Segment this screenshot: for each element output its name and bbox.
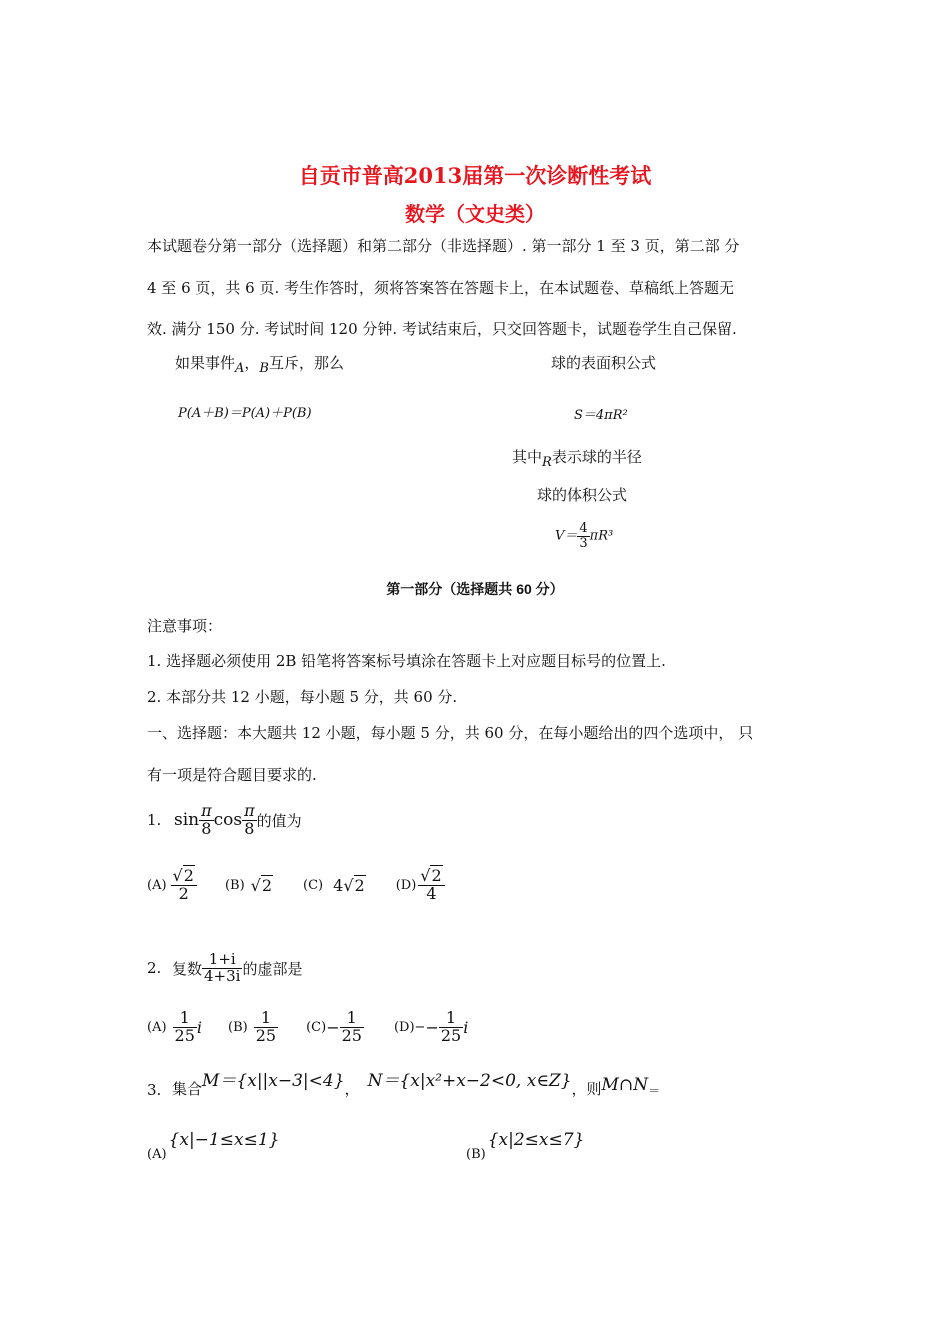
question-number: 2. bbox=[147, 959, 162, 977]
minus-sign: − bbox=[425, 1017, 439, 1037]
question-text: 的虚部是 bbox=[242, 959, 303, 978]
fraction-denominator: 25 bbox=[440, 1025, 462, 1045]
fraction-numerator: 1 bbox=[173, 1010, 197, 1028]
equals-sign: ＝ bbox=[648, 1084, 661, 1098]
radicand: 2 bbox=[354, 875, 365, 895]
cos-function: cos bbox=[213, 810, 243, 830]
formula-part: πR³ bbox=[589, 528, 614, 544]
sin-function: sin bbox=[174, 810, 200, 830]
imaginary-unit: i bbox=[463, 1017, 469, 1037]
question-text: 集合 bbox=[172, 1080, 203, 1098]
instruction-line-2: 有一项是符合题目要求的. bbox=[147, 766, 317, 784]
question-2 bbox=[147, 943, 302, 993]
intro-line-3: 效. 满分 150 分. 考试时间 120 分钟. 考试结束后，只交回答题卡，试题卷学生自己保留. bbox=[147, 320, 737, 338]
sphere-area-label: 球的表面积公式 bbox=[551, 354, 657, 372]
option-label-a: (A) bbox=[147, 1019, 167, 1035]
option-label-c: (C) bbox=[303, 877, 324, 893]
var-a: A bbox=[235, 361, 245, 376]
sphere-area-formula: S＝4πR² bbox=[574, 408, 628, 423]
question-number: 1. bbox=[147, 811, 162, 829]
probability-addition-formula: P(A＋B)＝P(A)＋P(B) bbox=[178, 406, 312, 421]
sphere-volume-formula bbox=[555, 522, 613, 550]
fraction-denominator: 3 bbox=[579, 535, 588, 551]
formula-text: 如果事件 bbox=[175, 354, 236, 372]
question-text: ，则 bbox=[571, 1080, 602, 1098]
option-label-b: (B) bbox=[466, 1147, 486, 1162]
fraction-denominator: 4 bbox=[426, 883, 437, 903]
radicand: 2 bbox=[431, 865, 442, 885]
question-1-options: (A) $\frac{√2}{2}$ (B) √2 (C) 4 √2 (D) $\frac{√2}{4}$ bbox=[147, 860, 445, 910]
option-label-a: (A) bbox=[147, 877, 167, 893]
minus-sign: − bbox=[414, 1019, 426, 1035]
fraction-numerator: π bbox=[244, 800, 255, 820]
question-3-option-a bbox=[147, 1122, 279, 1162]
fraction-denominator: 2 bbox=[178, 883, 189, 903]
sphere-volume-label: 球的体积公式 bbox=[537, 486, 628, 504]
option-a-set: {x|−1≤x≤1} bbox=[168, 1130, 280, 1150]
fraction-denominator: 25 bbox=[255, 1025, 277, 1045]
option-label-d: (D) bbox=[393, 1019, 415, 1035]
minus-sign: − bbox=[326, 1017, 340, 1037]
formula-text: 其中 bbox=[512, 448, 543, 466]
option-b-set: {x|2≤x≤7} bbox=[487, 1130, 585, 1150]
fraction-denominator: 4+3i bbox=[204, 966, 241, 985]
radius-note bbox=[512, 446, 642, 470]
imaginary-unit: i bbox=[196, 1017, 203, 1037]
option-label-c: (C) bbox=[306, 1019, 327, 1035]
intro-line-2: 4 至 6 页，共 6 页. 考生作答时，须将答案答在答题卡上，在本试题卷、草稿纸上答题无 bbox=[147, 279, 735, 297]
fraction-denominator: 25 bbox=[174, 1025, 195, 1045]
exam-subtitle: 数学（文史类） bbox=[405, 202, 545, 226]
note-2: 2. 本部分共 12 小题，每小题 5 分，共 60 分. bbox=[147, 688, 458, 706]
formula-text: 表示球的半径 bbox=[551, 448, 642, 466]
option-label-b: (B) bbox=[228, 1019, 248, 1035]
question-text: 的值为 bbox=[256, 811, 302, 830]
question-3-option-b bbox=[466, 1122, 584, 1162]
formula-part: V＝ bbox=[555, 528, 578, 544]
fraction-numerator: 1 bbox=[254, 1010, 278, 1028]
section-heading: 第一部分（选择题共 60 分） bbox=[386, 581, 564, 597]
question-2-options bbox=[147, 1002, 468, 1052]
var-r: R bbox=[542, 455, 552, 470]
set-m-definition: M＝{x||x−3|<4} bbox=[202, 1071, 345, 1091]
fraction-numerator: π bbox=[201, 800, 212, 820]
fraction-numerator: 1 bbox=[439, 1010, 463, 1028]
var-b: B bbox=[259, 361, 269, 376]
fraction-denominator: 8 bbox=[201, 818, 212, 838]
option-label-b: (B) bbox=[224, 877, 245, 893]
instruction-line-1: 一、选择题：本大题共 12 小题，每小题 5 分，共 60 分，在每小题给出的四个选项中， 只 bbox=[147, 724, 754, 742]
fraction-numerator: 1 bbox=[340, 1010, 364, 1028]
question-3 bbox=[147, 1063, 660, 1099]
option-label-d: (D) bbox=[395, 877, 417, 893]
fraction-denominator: 8 bbox=[244, 818, 255, 838]
set-n-definition: N＝{x|x²+x−2<0, x∈Z} bbox=[367, 1071, 572, 1091]
note-1: 1. 选择题必须使用 2B 铅笔将答案标号填涂在答题卡上对应题目标号的位置上. bbox=[147, 652, 666, 670]
fraction-denominator: 25 bbox=[341, 1025, 362, 1045]
formula-sep: ， bbox=[244, 354, 260, 372]
radicand: 2 bbox=[183, 865, 194, 885]
intersection-expression: M∩N bbox=[601, 1075, 649, 1095]
formula-text: 互斥，那么 bbox=[268, 354, 344, 372]
question-1 bbox=[147, 800, 302, 840]
option-label-a: (A) bbox=[147, 1147, 167, 1162]
radicand: 2 bbox=[261, 875, 273, 895]
exam-title: 自贡市普高2013届第一次诊断性考试 bbox=[298, 163, 652, 188]
mutually-exclusive-text bbox=[175, 352, 344, 376]
fraction-numerator: 1+i bbox=[202, 952, 242, 969]
notes-title: 注意事项： bbox=[147, 617, 223, 635]
question-text: 复数 bbox=[172, 959, 203, 978]
comma: ， bbox=[344, 1080, 360, 1098]
coefficient: 4 bbox=[333, 875, 344, 895]
intro-line-1: 本试题卷分第一部分（选择题）和第二部分（非选择题）. 第一部分 1 至 3 页，第二部 分 bbox=[147, 237, 740, 255]
question-number: 3. bbox=[147, 1081, 162, 1099]
fraction-numerator: 4 bbox=[579, 521, 588, 536]
